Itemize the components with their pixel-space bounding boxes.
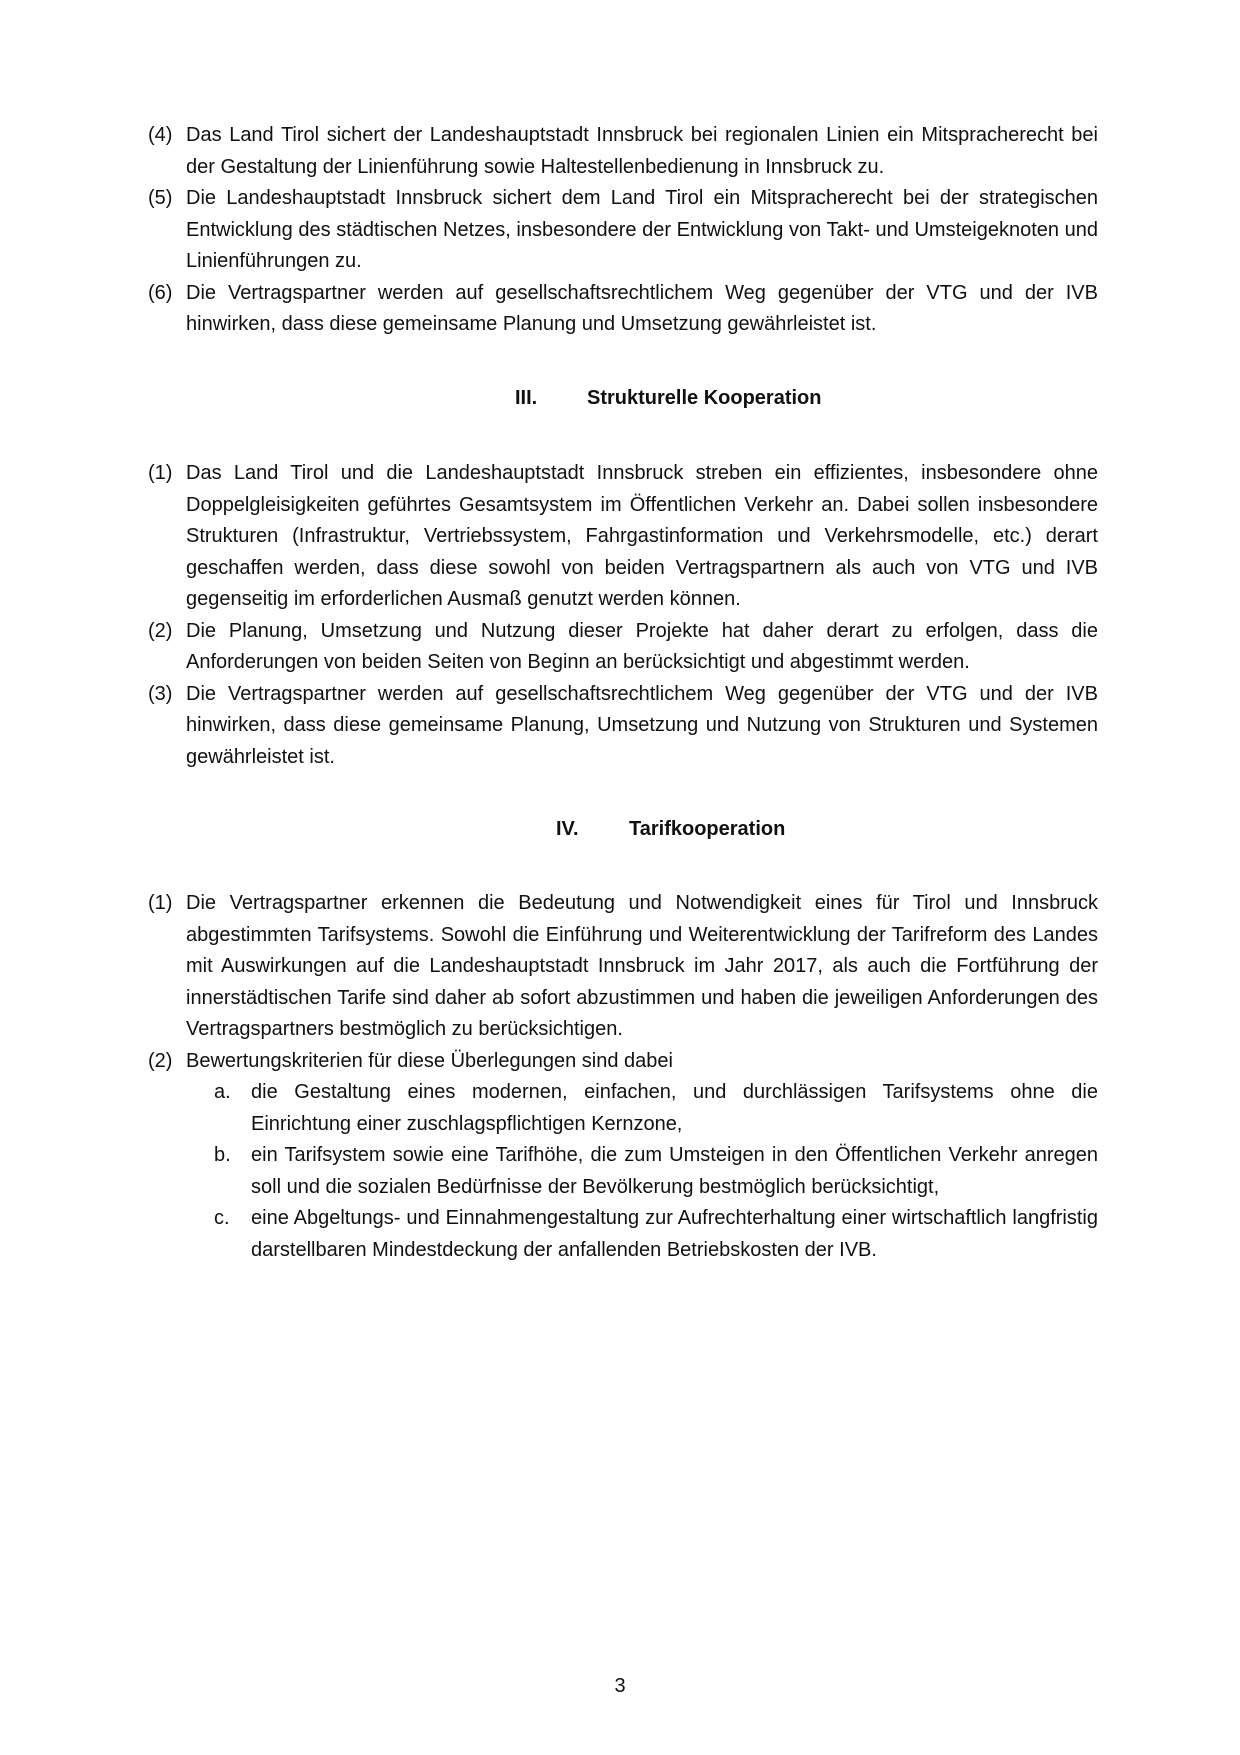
- item-text: Die Vertragspartner werden auf gesellschaftsrechtlichem Weg gegenüber der VTG und der IVB hinwirken, dass diese gemeinsame Planung, Umsetzung und Nutzung von Strukturen und Systemen gewährleistet ist.: [186, 682, 1098, 768]
- sub-item-letter: b.: [214, 1144, 231, 1166]
- item-number: (3): [148, 682, 173, 705]
- sub-list-item: [214, 1077, 1098, 1140]
- list-item: [148, 278, 1098, 341]
- item-number: (6): [148, 281, 173, 304]
- item-text: Das Land Tirol sichert der Landeshauptstadt Innsbruck bei regionalen Linien ein Mitspracherecht bei der Gestaltung der Linienführung sowie Haltestellenbedienung in Innsbruck zu.: [186, 124, 1098, 178]
- item-number: (2): [148, 1049, 173, 1072]
- section-ii-list: [148, 120, 1098, 341]
- item-text: Die Landeshauptstadt Innsbruck sichert dem Land Tirol ein Mitspracherecht bei der strategischen Entwicklung des städtischen Netzes, insbesondere der Entwicklung von Takt- und Umsteigeknoten und Linienführungen zu.: [186, 187, 1098, 272]
- sub-item-text: ein Tarifsystem sowie eine Tarifhöhe, die zum Umsteigen in den Öffentlichen Verkehr anregen soll und die sozialen Bedürfnisse der Bevölkerung bestmöglich berücksichtigt,: [251, 1144, 1098, 1198]
- sub-item-letter: c.: [214, 1207, 230, 1229]
- item-text: Bewertungskriterien für diese Überlegungen sind dabei: [186, 1049, 673, 1072]
- item-number: (5): [148, 187, 173, 209]
- item-number: (2): [148, 619, 173, 642]
- item-number: (1): [148, 892, 173, 914]
- sub-list-item: [214, 1203, 1098, 1266]
- page-number: 3: [614, 1675, 626, 1697]
- item-text: Die Vertragspartner werden auf gesellschaftsrechtlichem Weg gegenüber der VTG und der IVB hinwirken, dass diese gemeinsame Planung und Umsetzung gewährleistet ist.: [186, 281, 1098, 335]
- list-item: [148, 183, 1098, 278]
- list-item: [148, 679, 1098, 774]
- sub-item-letter: a.: [214, 1081, 231, 1103]
- sub-item-text: eine Abgeltungs- und Einnahmengestaltung zur Aufrechterhaltung einer wirtschaftlich langfristig darstellbaren Mindestdeckung der anfallenden Betriebskosten der IVB.: [251, 1207, 1098, 1261]
- section-number: IV.: [556, 818, 579, 840]
- item-text: Das Land Tirol und die Landeshauptstadt Innsbruck streben ein effizientes, insbesondere ohne Doppelgleisigkeiten geführtes Gesamtsystem im Öffentlichen Verkehr an. Dabei sollen insbesondere Strukturen (Infrastruktur, Vertriebssystem, Fahrgastinformation und Verkehrsmodelle, etc.) derart geschaffen werden, dass diese sowohl von beiden Vertragspartnern als auch von VTG und IVB gegenseitig im erforderlichen Ausmaß genutzt werden können.: [186, 462, 1098, 610]
- list-item: [148, 458, 1098, 616]
- section-title: Strukturelle Kooperation: [587, 387, 822, 409]
- section-iv-list: [148, 888, 1098, 1266]
- sub-item-text: die Gestaltung eines modernen, einfachen, und durchlässigen Tarifsystems ohne die Einrichtung einer zuschlagspflichtigen Kernzone,: [251, 1081, 1098, 1135]
- list-item: [148, 888, 1098, 1046]
- section-iii-list: [148, 458, 1098, 773]
- item-text: Die Planung, Umsetzung und Nutzung dieser Projekte hat daher derart zu erfolgen, dass die Anforderungen von beiden Seiten von Beginn an berücksichtigt und abgestimmt werden.: [186, 619, 1098, 673]
- list-item: [148, 1046, 1098, 1078]
- section-title: Tarifkooperation: [629, 818, 786, 840]
- item-number: (1): [148, 462, 173, 484]
- list-item: [148, 616, 1098, 679]
- item-number: (4): [148, 124, 173, 146]
- section-number: III.: [515, 387, 538, 409]
- item-text: Die Vertragspartner erkennen die Bedeutung und Notwendigkeit eines für Tirol und Innsbruck abgestimmten Tarifsystems. Sowohl die Einführung und Weiterentwicklung der Tarifreform des Landes mit Auswirkungen auf die Landeshauptstadt Innsbruck im Jahr 2017, als auch die Fortführung der innerstädtischen Tarife sind daher ab sofort abzustimmen und haben die jeweiligen Anforderungen des Vertragspartners bestmöglich zu berücksichtigen.: [186, 892, 1098, 1040]
- list-item: [148, 120, 1098, 183]
- sub-list-item: [214, 1140, 1098, 1203]
